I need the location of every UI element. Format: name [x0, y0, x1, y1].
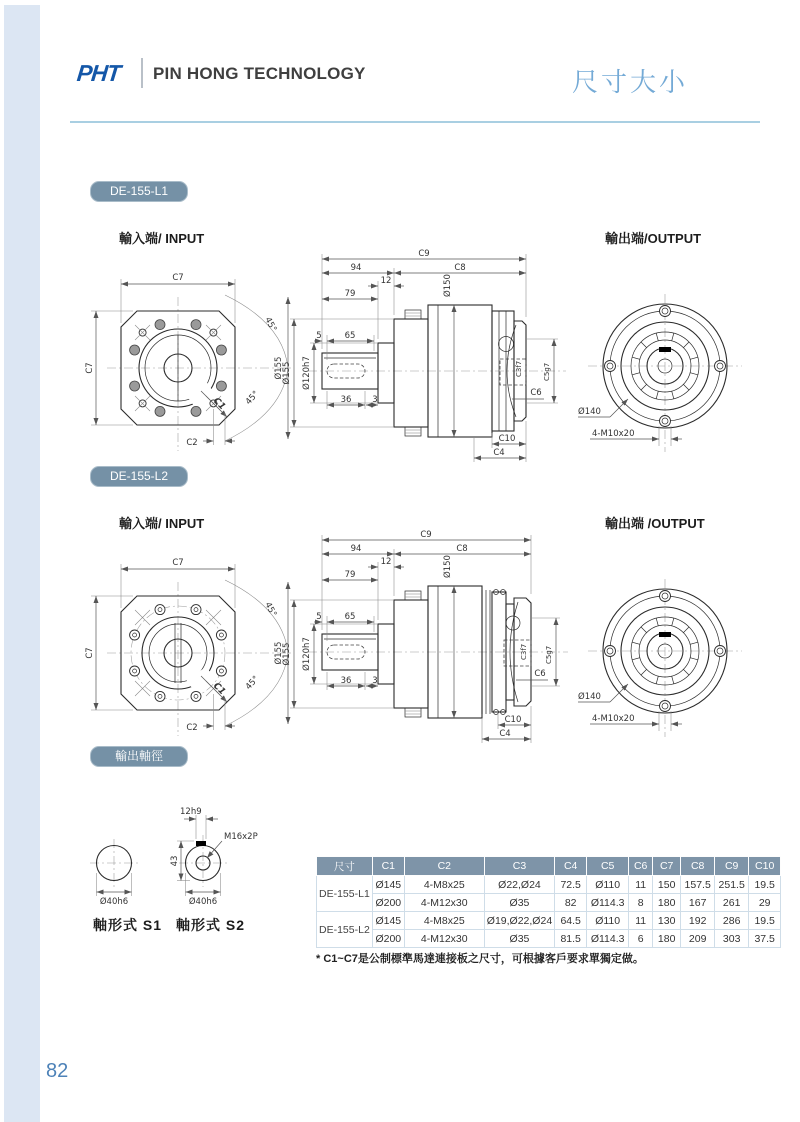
col-header-c4: C4: [555, 857, 587, 876]
cell: Ø145: [372, 912, 404, 930]
dim-c8: C8: [454, 263, 466, 273]
cell: Ø35: [484, 930, 554, 948]
cell: Ø200: [372, 930, 404, 948]
dim-c1: C1: [210, 681, 228, 698]
cell: 251.5: [715, 876, 749, 894]
cell: 82: [555, 894, 587, 912]
cell: 167: [681, 894, 715, 912]
cell-model-l1: DE-155-L1: [317, 876, 373, 912]
dim-c2: C2: [186, 723, 198, 733]
dim-c7-top: C7: [172, 558, 184, 568]
dim-79: 79: [344, 570, 356, 580]
dim-dia120: Ø120h7: [302, 637, 312, 671]
dim-5: 5: [316, 331, 322, 341]
cell: 180: [653, 894, 681, 912]
cell: 209: [681, 930, 715, 948]
dim-94: 94: [350, 544, 362, 554]
dim-45-bottom: 45°: [243, 674, 262, 693]
cell-model-l2: DE-155-L2: [317, 912, 373, 948]
cell: 19.5: [749, 876, 781, 894]
dim-dia155-front: Ø155: [274, 641, 284, 665]
dim-c7-left: C7: [85, 362, 95, 374]
dim-45-top: 45°: [262, 600, 279, 619]
dim-45-top: 45°: [262, 315, 279, 334]
cell: 4-M8x25: [404, 912, 484, 930]
shaft-form-s1-label: 軸形式 S1: [93, 917, 163, 933]
output-label-2: 輸出端 /OUTPUT: [605, 516, 705, 531]
cell: 286: [715, 912, 749, 930]
dim-c5: C5g7: [545, 645, 553, 664]
dim-dia150: Ø150: [443, 274, 453, 297]
cell: 261: [715, 894, 749, 912]
dim-36: 36: [340, 676, 352, 686]
cell: 81.5: [555, 930, 587, 948]
input-view-drawing-l2: [75, 538, 295, 743]
dim-c6: C6: [530, 388, 542, 398]
side-view-drawing-l1: [278, 247, 570, 469]
cell: Ø110: [587, 876, 629, 894]
dim-s1-dia: Ø40h6: [99, 897, 129, 907]
dim-5: 5: [316, 612, 322, 622]
col-header-c9: C9: [715, 857, 749, 876]
cell: 11: [629, 876, 653, 894]
section-badge-output-shaft: 輸出軸徑: [90, 746, 188, 767]
cell: Ø114.3: [587, 894, 629, 912]
dim-dia140: Ø140: [578, 692, 601, 702]
dim-c10: C10: [504, 715, 522, 725]
dim-c4: C4: [493, 448, 505, 458]
output-label-1: 輸出端/OUTPUT: [605, 231, 702, 246]
dim-c7-left: C7: [85, 647, 95, 659]
cell: 11: [629, 912, 653, 930]
dim-c10: C10: [498, 434, 516, 444]
col-header-c2: C2: [404, 857, 484, 876]
dim-65: 65: [344, 612, 356, 622]
cell: 130: [653, 912, 681, 930]
cell: Ø145: [372, 876, 404, 894]
cell: Ø110: [587, 912, 629, 930]
dim-c1: C1: [210, 396, 228, 413]
dim-c9: C9: [420, 530, 432, 540]
shaft-form-s2-label: 軸形式 S2: [176, 917, 246, 933]
dim-c3: C3f7: [520, 643, 528, 660]
dim-dia150: Ø150: [443, 555, 453, 578]
col-header-c5: C5: [587, 857, 629, 876]
cell: 180: [653, 930, 681, 948]
cell: 72.5: [555, 876, 587, 894]
col-header-c8: C8: [681, 857, 715, 876]
dimensions-table: [316, 856, 781, 948]
dim-c8: C8: [456, 544, 468, 554]
logo-divider: [141, 58, 143, 88]
cell: 4-M12x30: [404, 894, 484, 912]
dim-65: 65: [344, 331, 356, 341]
page-title: 尺寸大小: [571, 67, 688, 97]
cell: 8: [629, 894, 653, 912]
section-badge-de155l2: DE-155-L2: [90, 466, 188, 487]
dim-dia155-side: Ø155: [282, 361, 292, 385]
dim-4m10x20: 4-M10x20: [592, 429, 635, 439]
dim-dia120: Ø120h7: [302, 356, 312, 390]
left-accent-bar: [4, 5, 40, 1122]
dim-dia155-side: Ø155: [282, 642, 292, 666]
dim-12: 12: [380, 276, 392, 286]
dim-c4: C4: [499, 729, 511, 739]
dim-12: 12: [380, 557, 392, 567]
company-name: PIN HONG TECHNOLOGY: [153, 64, 366, 83]
table-row: [317, 930, 781, 948]
pht-logo: PHT: [75, 60, 122, 86]
input-label-2: 輸入端/ INPUT: [119, 516, 205, 531]
table-row: [317, 894, 781, 912]
cell: 29: [749, 894, 781, 912]
dim-79: 79: [344, 289, 356, 299]
cell: 37.5: [749, 930, 781, 948]
table-header-row: [317, 857, 781, 876]
dim-4m10x20: 4-M10x20: [592, 714, 635, 724]
col-header-size: 尺寸: [317, 857, 373, 876]
dim-s2-height: 43: [170, 855, 180, 867]
input-view-drawing-l1: [75, 253, 295, 458]
output-view-drawing-l1: [570, 286, 750, 458]
table-row: [317, 876, 781, 894]
cell: Ø200: [372, 894, 404, 912]
shaft-forms-drawing: [80, 795, 280, 925]
dim-c2: C2: [186, 438, 198, 448]
dim-c7-top: C7: [172, 273, 184, 283]
col-header-c1: C1: [372, 857, 404, 876]
dim-c6: C6: [534, 669, 546, 679]
dim-c5: C5g7: [543, 362, 551, 381]
section-badge-de155l1: DE-155-L1: [90, 181, 188, 202]
dim-c9: C9: [418, 249, 430, 259]
page-number: 82: [46, 1060, 69, 1082]
table-row: [317, 912, 781, 930]
col-header-c10: C10: [749, 857, 781, 876]
dim-dia140: Ø140: [578, 407, 601, 417]
cell: 157.5: [681, 876, 715, 894]
cell: 4-M8x25: [404, 876, 484, 894]
header-rule: [70, 121, 760, 123]
dim-36: 36: [340, 395, 352, 405]
dim-94: 94: [350, 263, 362, 273]
dim-thread: M16x2P: [224, 832, 258, 842]
cell: Ø35: [484, 894, 554, 912]
output-view-drawing-l2: [570, 571, 750, 743]
dim-s2-dia: Ø40h6: [188, 897, 218, 907]
dim-dia155-front: Ø155: [274, 356, 284, 380]
dim-45-bottom: 45°: [243, 389, 262, 408]
col-header-c6: C6: [629, 857, 653, 876]
side-view-drawing-l2: [278, 528, 570, 750]
col-header-c3: C3: [484, 857, 554, 876]
cell: Ø22,Ø24: [484, 876, 554, 894]
dim-3: 3: [372, 395, 378, 405]
cell: 19.5: [749, 912, 781, 930]
dim-3: 3: [372, 676, 378, 686]
cell: 6: [629, 930, 653, 948]
table-footnote: * C1~C7是公制標準馬達連接板之尺寸，可根據客戶要求單獨定做。: [316, 953, 644, 965]
cell: 4-M12x30: [404, 930, 484, 948]
cell: 303: [715, 930, 749, 948]
dim-c3: C3f7: [515, 360, 523, 377]
cell: Ø114.3: [587, 930, 629, 948]
cell: Ø19,Ø22,Ø24: [484, 912, 554, 930]
cell: 192: [681, 912, 715, 930]
dim-key: 12h9: [180, 807, 202, 817]
cell: 150: [653, 876, 681, 894]
input-label-1: 輸入端/ INPUT: [119, 231, 205, 246]
col-header-c7: C7: [653, 857, 681, 876]
cell: 64.5: [555, 912, 587, 930]
